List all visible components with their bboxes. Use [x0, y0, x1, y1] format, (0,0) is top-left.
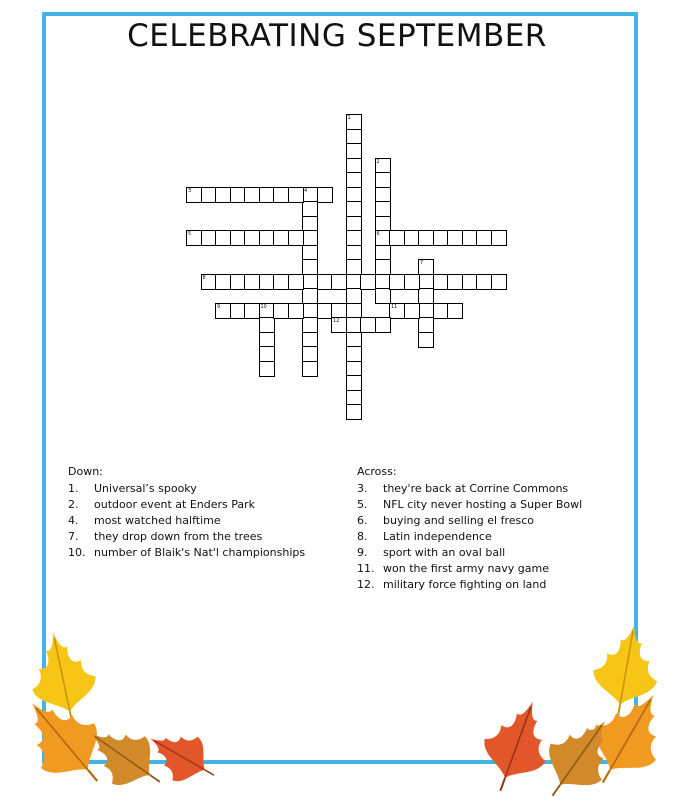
down-heading: Down: [68, 465, 103, 478]
clue-across: 8. Latin independence [357, 530, 492, 543]
crossword-cell[interactable] [491, 274, 507, 290]
crossword-cell[interactable] [491, 230, 507, 246]
cell-number: 10 [260, 303, 267, 310]
crossword-cell[interactable] [346, 404, 362, 420]
crossword-cell[interactable] [447, 303, 463, 319]
clue-across: 12. military force fighting on land [357, 578, 547, 591]
cell-number: 7 [420, 260, 424, 266]
crossword-cell[interactable] [288, 274, 304, 290]
cell-number: 2 [376, 158, 380, 165]
crossword-cell[interactable] [331, 274, 347, 290]
crossword-cell[interactable] [404, 303, 420, 319]
page-title: CELEBRATING SEPTEMBER [127, 18, 547, 54]
clue-across: 6. buying and selling el fresco [357, 514, 535, 527]
across-clues [357, 464, 582, 593]
cell-number: 3 [188, 187, 192, 194]
page-border [42, 12, 638, 764]
clue-across: 11. won the first army navy game [357, 562, 549, 575]
clue-down: 4. most watched halftime [68, 514, 221, 527]
clue-across: 3. they're back at Corrine Commons [357, 482, 569, 495]
cell-number: 6 [376, 231, 380, 237]
cell-number: 4 [304, 187, 308, 194]
clue-across: 5. NFL city never hosting a Super Bowl [357, 498, 583, 511]
clue-across: 9. sport with an oval ball [357, 546, 506, 559]
cell-number: 9 [217, 303, 221, 310]
crossword-cell[interactable] [404, 274, 420, 290]
cell-number: 5 [188, 231, 192, 237]
crossword-cell[interactable] [375, 317, 391, 333]
crossword-cell[interactable] [288, 303, 304, 319]
clue-down: 2. outdoor event at Enders Park [68, 498, 256, 511]
cell-number: 12 [333, 318, 340, 324]
crossword-cell[interactable] [288, 187, 304, 203]
crossword-cell[interactable] [331, 317, 347, 333]
crossword-cell[interactable] [244, 303, 260, 319]
clue-down: 1. Universal’s spooky [68, 482, 197, 495]
across-heading: Across: [357, 465, 397, 478]
crossword-cell[interactable] [360, 274, 376, 290]
crossword-cell[interactable] [317, 187, 333, 203]
crossword-cell[interactable] [288, 230, 304, 246]
cell-number: 1 [347, 115, 351, 121]
cell-number: 8 [202, 274, 206, 281]
crossword-cell[interactable] [418, 332, 434, 348]
cell-number: 11 [391, 303, 398, 310]
clue-down: 10. number of Blaik's Nat'l championships [68, 546, 306, 559]
crossword-cell[interactable] [302, 361, 318, 377]
clue-down: 7. they drop down from the trees [68, 530, 263, 543]
down-clues [68, 464, 305, 561]
crossword-cell[interactable] [259, 361, 275, 377]
